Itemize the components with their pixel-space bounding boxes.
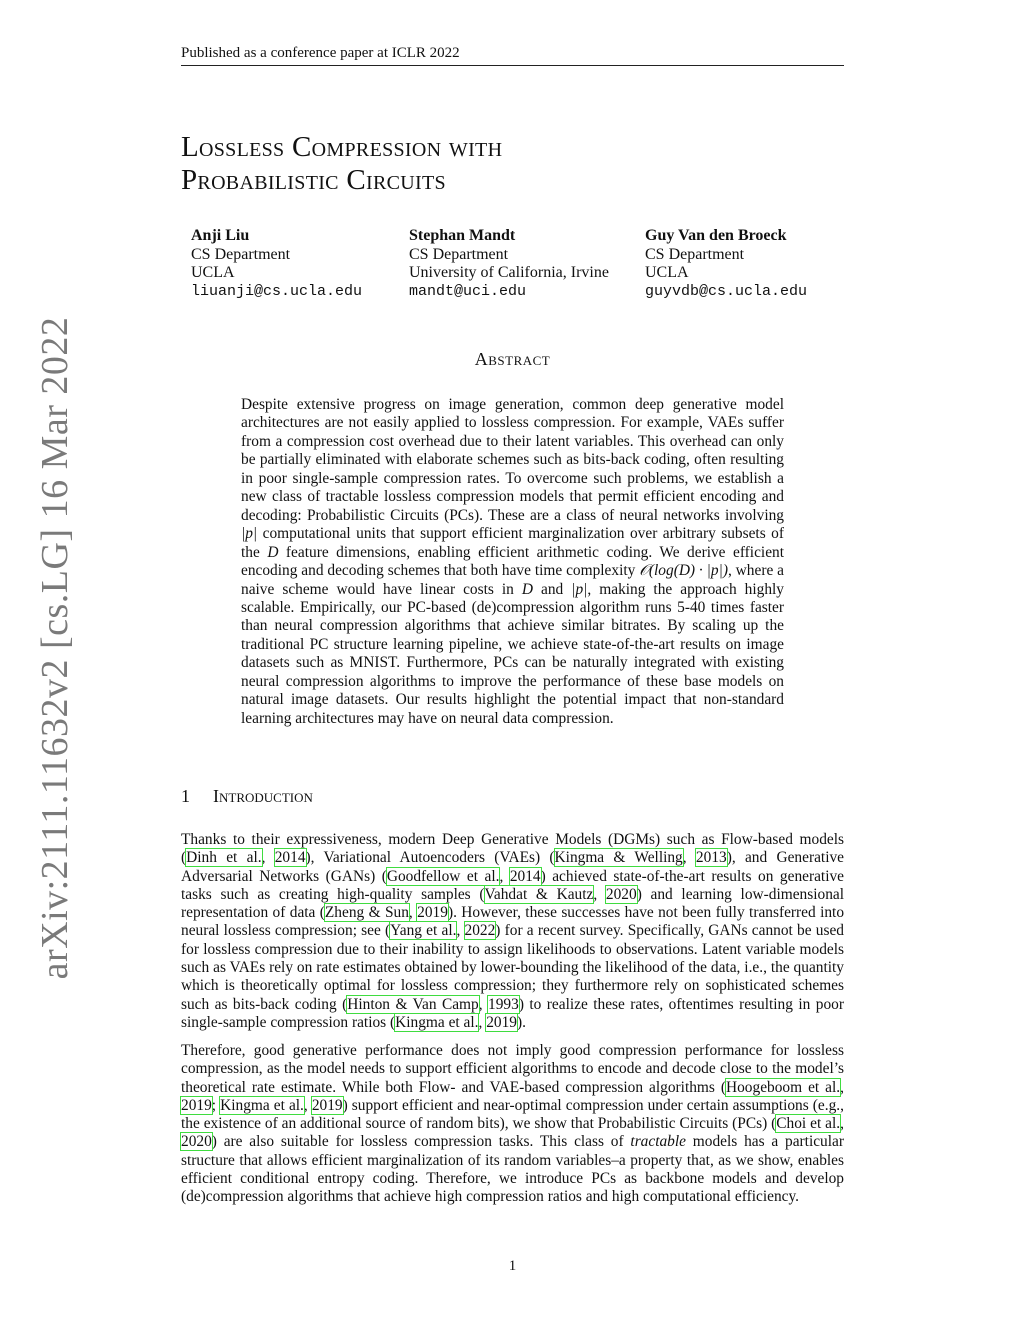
math-complexity: 𝒪(log(D) · |p|) (639, 562, 728, 580)
math-dimensions: D (267, 543, 279, 561)
citation-separator: , (408, 904, 418, 922)
citation-link[interactable]: Hoogeboom et al. (726, 1078, 841, 1096)
paragraph-text: Therefore, good generative performance does not imply good compression performance for lossless compression, as the model needs to support efficient algorithms to encode and decode close to the model’s theoretical rate estimate. While both Flow- and VAE-based compression algorithms ( (181, 1042, 844, 1096)
author-affiliation: UCLA (645, 264, 689, 282)
citation-link[interactable]: 2014 (509, 867, 541, 885)
section-heading-introduction (181, 786, 844, 807)
paragraph-text: Thanks to their expressiveness, modern Deep Generative Models (DGMs) such as Flow-based models ( (181, 831, 844, 867)
paragraph-text: ). (516, 1013, 526, 1031)
paragraph-text: ) and learning low-dimensional representation of data ( (181, 885, 844, 922)
citation-link[interactable]: 2019 (417, 904, 448, 922)
section-number: 1 (181, 786, 190, 806)
math-num-units: |p| (241, 525, 258, 543)
citation-link[interactable]: 2022 (464, 922, 496, 940)
paragraph-text: ), and Generative Adversarial Networks (GANs) ( (181, 849, 844, 885)
paragraph-text: ) achieved state-of-the-art results on generative tasks such as creating high-quality samples ( (181, 867, 845, 903)
citation-link[interactable]: Choi et al. (776, 1115, 841, 1133)
author-department: CS Department (191, 245, 291, 263)
running-header: Published as a conference paper at ICLR 2022 (181, 45, 460, 61)
citation-link[interactable]: 2020 (605, 885, 637, 903)
citation-separator: , (478, 995, 489, 1013)
citation-link[interactable]: Dinh et al. (186, 849, 262, 867)
abstract-text: feature dimensions, enabling efficient arithmetic coding. We derive efficient encoding and decoding schemes that both have time complexity (241, 543, 784, 580)
paragraph-text: ) are also suitable for lossless compression tasks. This class of (211, 1133, 631, 1151)
citation-link[interactable]: Kingma et al. (220, 1096, 304, 1114)
citation-link[interactable]: Vahdat & Kautz (484, 885, 594, 903)
paragraph-text: ). However, these successes have not been fully transferred into neural lossless compression; see ( (181, 904, 845, 940)
citation-separator: , (840, 1078, 844, 1096)
citation-separator: ; (211, 1096, 221, 1114)
abstract-heading: Abstract (474, 349, 551, 369)
author-department: CS Department (409, 245, 509, 263)
emphasis-text: tractable (630, 1133, 686, 1151)
citation-separator: , (456, 922, 465, 940)
citation-separator: , (593, 885, 606, 903)
intro-paragraph-1 (181, 831, 844, 1032)
citation-link[interactable]: Goodfellow et al. (386, 867, 500, 885)
citation-link[interactable]: 2019 (311, 1096, 343, 1114)
citation-link[interactable]: Zheng & Sun (324, 904, 409, 922)
citation-link[interactable]: Hinton & Van Camp (347, 995, 479, 1013)
citation-separator: , (478, 1013, 487, 1031)
citation-link[interactable]: 2019 (486, 1013, 517, 1031)
author-affiliation: UCLA (191, 264, 235, 282)
abstract-text: , making the approach highly scalable. Empirically, our PC-based (de)compression algorithm runs 5-40 times faster than neural compression algorithms that achieve similar bitrates. By scaling up the traditional PC structure learning pipeline, we achieve state-of-the-art results on image datasets such as MNIST. Furthermore, PCs can be naturally integrated with existing neural compression algorithms to improve the performance of these base models on natural image datasets. Our results highlight the potential impact that non-standard learning architectures may have on neural data compression. (241, 580, 784, 727)
paragraph-text: ) for a recent survey. Specifically, GANs cannot be used for lossless compression due to their inability to assign likelihoods to observations. Latent variable models such as VAEs rely on rate estimates obtained by lower-bounding the likelihood of the data, i.e., the quantity which is theoretically optimal for lossless compression; they furthermore rely on sophisticated schemes such as bits-back coding ( (181, 922, 844, 1013)
citation-separator: , (261, 849, 275, 867)
abstract-text: , where a naive scheme would have linear costs in (241, 562, 784, 598)
paragraph-text: models has a particular structure that allows efficient marginalization of its random variables–a property that, as we show, enables efficient conditional entropy coding. Therefore, we introduce PCs as backbone models and develop (de)compression algorithms that achieve high compression ratios and high computational efficiency. (181, 1133, 844, 1206)
paragraph-text: ) support efficient and near-optimal compression under certain assumptions (e.g., the existence of an additional source of random bits), we show that Probabilistic Circuits (PCs) ( (181, 1096, 845, 1133)
abstract-text: computational units that support efficient marginalization over arbitrary subsets of the (241, 525, 784, 561)
section-title: Introduction (213, 786, 313, 806)
title-line-2: Probabilistic Circuits (181, 164, 446, 196)
citation-link[interactable]: 2019 (181, 1096, 212, 1114)
author-affiliation: University of California, Irvine (409, 264, 609, 282)
author-email[interactable]: guyvdb@cs.ucla.edu (645, 282, 808, 300)
intro-paragraph-2 (181, 1042, 844, 1207)
author-block (645, 227, 807, 301)
arxiv-identifier-text[interactable]: arXiv:2111.11632v2 [cs.LG] 16 Mar 2022 (34, 316, 76, 980)
abstract-body (241, 396, 784, 728)
citation-separator: , (840, 1115, 844, 1133)
paper-title (181, 131, 844, 197)
citation-link[interactable]: Kingma & Welling (554, 849, 683, 867)
title-line-1: Lossless Compression with (181, 131, 503, 163)
citation-link[interactable]: 2014 (274, 849, 306, 867)
author-name: Anji Liu (191, 227, 250, 244)
page-number: 1 (508, 1258, 517, 1274)
citation-separator: , (303, 1096, 312, 1114)
citation-link[interactable]: Yang et al. (390, 922, 457, 940)
math-dimensions: D (521, 580, 533, 598)
citation-link[interactable]: Kingma et al. (395, 1013, 479, 1031)
header-rule (181, 65, 844, 66)
author-email[interactable]: mandt@uci.edu (409, 282, 527, 300)
author-name: Guy Van den Broeck (645, 227, 787, 244)
math-num-units: |p| (571, 580, 588, 598)
citation-separator: , (682, 849, 696, 867)
abstract-text: Despite extensive progress on image generation, common deep generative model architectures are not easily applied to lossless compression. For example, VAEs suffer from a compression cost overhead due to their latent variables. This overhead can only be partially eliminated with elaborate schemes such as bits-back coding, often resulting in poor single-sample compression rates. To overcome such problems, we establish a new class of tractable lossless compression models that permit efficient encoding and decoding: Probabilistic Circuits (PCs). These are a class of neural networks involving (241, 396, 784, 524)
paragraph-text: ) to realize these rates, oftentimes resulting in poor single-sample compression ratios ( (181, 995, 844, 1031)
abstract-text: and (532, 580, 572, 598)
author-email[interactable]: liuanji@cs.ucla.edu (191, 282, 363, 300)
citation-link[interactable]: 1993 (488, 995, 519, 1013)
author-block (409, 227, 609, 301)
author-department: CS Department (645, 245, 745, 263)
citation-link[interactable]: 2020 (181, 1133, 212, 1151)
citation-separator: , (499, 867, 510, 885)
author-block (191, 227, 362, 301)
paragraph-text: ), Variational Autoencoders (VAEs) ( (305, 849, 555, 867)
citation-link[interactable]: 2013 (695, 849, 727, 867)
author-name: Stephan Mandt (409, 227, 516, 244)
